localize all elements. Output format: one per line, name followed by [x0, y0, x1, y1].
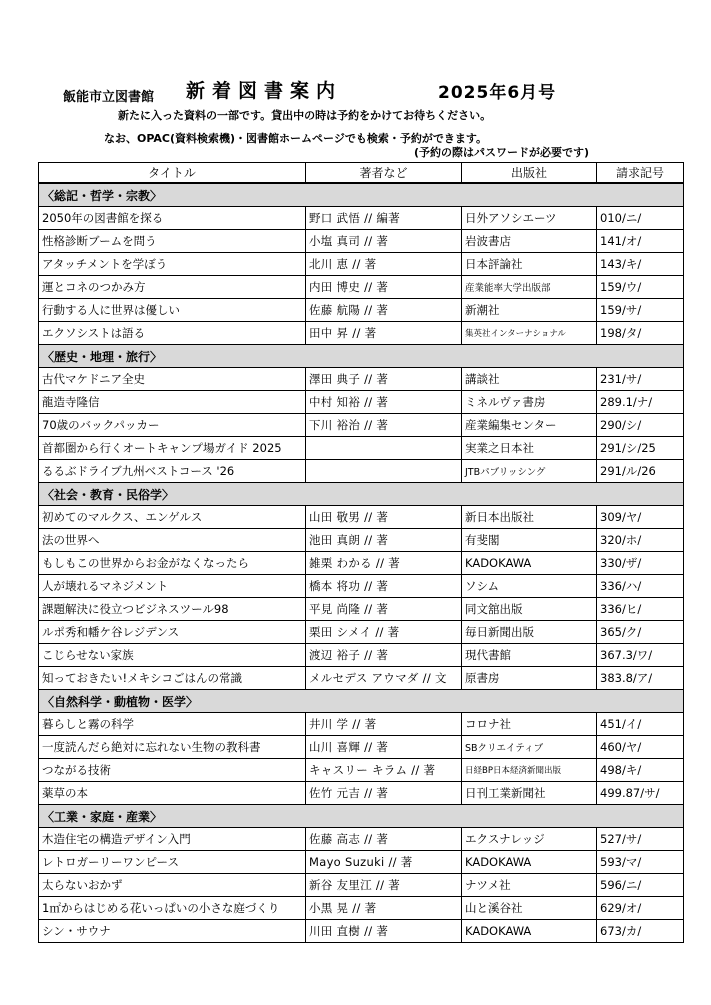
call-number-cell: 383.8/ア/ [597, 667, 684, 690]
book-title-cell: 法の世界へ [39, 529, 306, 552]
column-header-call-number: 請求記号 [597, 163, 684, 184]
publisher-cell: 産業編集センター [462, 414, 597, 437]
table-row [39, 391, 684, 414]
book-title-cell: 古代マケドニア全史 [39, 368, 306, 391]
book-title-cell: 1㎡からはじめる花いっぱいの小さな庭づくり [39, 897, 306, 920]
author-cell: 佐竹 元吉 // 著 [306, 782, 462, 805]
publisher-cell: ナツメ社 [462, 874, 597, 897]
publisher-cell: 日経BP日本経済新聞出版 [462, 759, 597, 782]
table-row [39, 851, 684, 874]
call-number-cell: 336/ハ/ [597, 575, 684, 598]
publisher-cell: 新日本出版社 [462, 506, 597, 529]
table-row [39, 552, 684, 575]
table-row [39, 575, 684, 598]
publisher-cell: 岩波書店 [462, 230, 597, 253]
table-row [39, 299, 684, 322]
author-cell: 佐藤 高志 // 著 [306, 828, 462, 851]
publisher-cell: 日外アソシエーツ [462, 207, 597, 230]
table-row [39, 644, 684, 667]
publisher-cell: 山と溪谷社 [462, 897, 597, 920]
call-number-cell: 159/サ/ [597, 299, 684, 322]
library-name: 飯能市立図書館 [63, 90, 155, 105]
category-label: 〈総記・哲学・宗教〉 [39, 183, 684, 207]
publisher-cell: 現代書館 [462, 644, 597, 667]
table-row [39, 782, 684, 805]
table-row [39, 460, 684, 483]
book-title-cell: 暮らしと霧の科学 [39, 713, 306, 736]
book-title-cell: 一度読んだら絶対に忘れない生物の教科書 [39, 736, 306, 759]
call-number-cell: 629/オ/ [597, 897, 684, 920]
call-number-cell: 290/シ/ [597, 414, 684, 437]
call-number-cell: 231/サ/ [597, 368, 684, 391]
table-row [39, 598, 684, 621]
author-cell: 平見 尚隆 // 著 [306, 598, 462, 621]
book-title-cell: エクソシストは語る [39, 322, 306, 345]
column-header-author: 著者など [306, 163, 462, 184]
book-title-cell: 課題解決に役立つビジネスツール98 [39, 598, 306, 621]
publisher-cell: KADOKAWA [462, 851, 597, 874]
author-cell: 雑栗 わかる // 著 [306, 552, 462, 575]
table-row [39, 276, 684, 299]
author-cell: 井川 学 // 著 [306, 713, 462, 736]
author-cell: 野口 武悟 // 編著 [306, 207, 462, 230]
book-title-cell: 木造住宅の構造デザイン入門 [39, 828, 306, 851]
author-cell: 佐藤 航陽 // 著 [306, 299, 462, 322]
category-row [39, 690, 684, 713]
book-title-cell: こじらせない家族 [39, 644, 306, 667]
call-number-cell: 367.3/ワ/ [597, 644, 684, 667]
call-number-cell: 289.1/ナ/ [597, 391, 684, 414]
book-title-cell: 龍造寺隆信 [39, 391, 306, 414]
category-label: 〈歴史・地理・旅行〉 [39, 345, 684, 368]
author-cell: 中村 知裕 // 著 [306, 391, 462, 414]
author-cell: メルセデス アウマダ // 文 [306, 667, 462, 690]
book-title-cell: るるぶドライブ九州ベストコース '26 [39, 460, 306, 483]
publisher-cell: エクスナレッジ [462, 828, 597, 851]
book-title-cell: レトロガーリーワンピース [39, 851, 306, 874]
table-row [39, 874, 684, 897]
book-title-cell: 性格診断ブームを問う [39, 230, 306, 253]
book-title-cell: 70歳のバックパッカー [39, 414, 306, 437]
category-label: 〈社会・教育・民俗学〉 [39, 483, 684, 506]
table-row [39, 736, 684, 759]
publisher-cell: 集英社インターナショナル [462, 322, 597, 345]
table-row [39, 828, 684, 851]
publisher-cell: 日刊工業新聞社 [462, 782, 597, 805]
page-title: 新着図書案内 [186, 80, 343, 102]
book-title-cell: 行動する人に世界は優しい [39, 299, 306, 322]
author-cell [306, 460, 462, 483]
call-number-cell: 673/カ/ [597, 920, 684, 943]
table-row [39, 529, 684, 552]
call-number-cell: 320/ホ/ [597, 529, 684, 552]
table-row [39, 897, 684, 920]
table-row [39, 322, 684, 345]
publisher-cell: 原書房 [462, 667, 597, 690]
table-row [39, 506, 684, 529]
call-number-cell: 291/ル/26 [597, 460, 684, 483]
author-cell: 小塩 真司 // 著 [306, 230, 462, 253]
publisher-cell: 産業能率大学出版部 [462, 276, 597, 299]
table-row [39, 713, 684, 736]
publisher-cell: 実業之日本社 [462, 437, 597, 460]
book-title-cell: 太らないおかず [39, 874, 306, 897]
book-title-cell: もしもこの世界からお金がなくなったら [39, 552, 306, 575]
publisher-cell: JTBパブリッシング [462, 460, 597, 483]
table-row [39, 437, 684, 460]
call-number-cell: 460/ヤ/ [597, 736, 684, 759]
call-number-cell: 198/タ/ [597, 322, 684, 345]
call-number-cell: 593/マ/ [597, 851, 684, 874]
publisher-cell: 毎日新聞出版 [462, 621, 597, 644]
call-number-cell: 309/ヤ/ [597, 506, 684, 529]
author-cell: 橋本 将功 // 著 [306, 575, 462, 598]
call-number-cell: 336/ヒ/ [597, 598, 684, 621]
publisher-cell: 同文舘出版 [462, 598, 597, 621]
author-cell: 川田 直樹 // 著 [306, 920, 462, 943]
publisher-cell: 講談社 [462, 368, 597, 391]
call-number-cell: 499.87/サ/ [597, 782, 684, 805]
author-cell: 栗田 シメイ // 著 [306, 621, 462, 644]
category-label: 〈自然科学・動植物・医学〉 [39, 690, 684, 713]
call-number-cell: 159/ウ/ [597, 276, 684, 299]
book-title-cell: シン・サウナ [39, 920, 306, 943]
issue-label: 2025年6月号 [438, 83, 557, 103]
author-cell: 池田 真朗 // 著 [306, 529, 462, 552]
new-books-table [38, 162, 684, 943]
opac-note: なお、OPAC(資料検索機)・図書館ホームページでも検索・予約ができます。 [104, 132, 487, 145]
author-cell: 渡辺 裕子 // 著 [306, 644, 462, 667]
category-row [39, 345, 684, 368]
call-number-cell: 527/サ/ [597, 828, 684, 851]
book-title-cell: 首都圏から行くオートキャンプ場ガイド 2025 [39, 437, 306, 460]
table-row [39, 368, 684, 391]
publisher-cell: 日本評論社 [462, 253, 597, 276]
author-cell: 内田 博史 // 著 [306, 276, 462, 299]
publisher-cell: 有斐閣 [462, 529, 597, 552]
publisher-cell: KADOKAWA [462, 552, 597, 575]
category-row [39, 183, 684, 207]
category-row [39, 483, 684, 506]
column-header-title: タイトル [39, 163, 306, 184]
call-number-cell: 596/ニ/ [597, 874, 684, 897]
password-note: (予約の際はパスワードが必要です) [414, 146, 590, 159]
book-title-cell: 2050年の図書館を探る [39, 207, 306, 230]
publisher-cell: KADOKAWA [462, 920, 597, 943]
table-row [39, 414, 684, 437]
author-cell: 新谷 友里江 // 著 [306, 874, 462, 897]
book-title-cell: 初めてのマルクス、エンゲルス [39, 506, 306, 529]
author-cell: キャスリー キラム // 著 [306, 759, 462, 782]
call-number-cell: 498/キ/ [597, 759, 684, 782]
author-cell [306, 437, 462, 460]
book-title-cell: つながる技術 [39, 759, 306, 782]
call-number-cell: 365/ク/ [597, 621, 684, 644]
author-cell: 下川 裕治 // 著 [306, 414, 462, 437]
book-title-cell: 人が壊れるマネジメント [39, 575, 306, 598]
table-row [39, 759, 684, 782]
book-title-cell: 知っておきたい!メキシコごはんの常識 [39, 667, 306, 690]
book-title-cell: 運とコネのつかみ方 [39, 276, 306, 299]
author-cell: 北川 恵 // 著 [306, 253, 462, 276]
intro-note: 新たに入った資料の一部です。貸出中の時は予約をかけてお待ちください。 [118, 109, 492, 122]
call-number-cell: 330/ザ/ [597, 552, 684, 575]
call-number-cell: 143/キ/ [597, 253, 684, 276]
author-cell: 山田 敬男 // 著 [306, 506, 462, 529]
table-row [39, 621, 684, 644]
column-header-publisher: 出版社 [462, 163, 597, 184]
table-row [39, 920, 684, 943]
table-row [39, 207, 684, 230]
book-title-cell: 薬草の本 [39, 782, 306, 805]
book-title-cell: アタッチメントを学ぼう [39, 253, 306, 276]
call-number-cell: 010/ニ/ [597, 207, 684, 230]
table-row [39, 667, 684, 690]
publisher-cell: ミネルヴァ書房 [462, 391, 597, 414]
publisher-cell: コロナ社 [462, 713, 597, 736]
call-number-cell: 291/シ/25 [597, 437, 684, 460]
publisher-cell: SBクリエイティブ [462, 736, 597, 759]
author-cell: Mayo Suzuki // 著 [306, 851, 462, 874]
publisher-cell: ソシム [462, 575, 597, 598]
author-cell: 小黒 晃 // 著 [306, 897, 462, 920]
book-title-cell: ルポ秀和幡ケ谷レジデンス [39, 621, 306, 644]
publisher-cell: 新潮社 [462, 299, 597, 322]
table-row [39, 253, 684, 276]
table-header-row [39, 163, 684, 184]
category-row [39, 805, 684, 828]
call-number-cell: 451/イ/ [597, 713, 684, 736]
call-number-cell: 141/オ/ [597, 230, 684, 253]
table-body [39, 183, 684, 943]
category-label: 〈工業・家庭・産業〉 [39, 805, 684, 828]
author-cell: 田中 昇 // 著 [306, 322, 462, 345]
author-cell: 山川 喜輝 // 著 [306, 736, 462, 759]
author-cell: 澤田 典子 // 著 [306, 368, 462, 391]
table-row [39, 230, 684, 253]
